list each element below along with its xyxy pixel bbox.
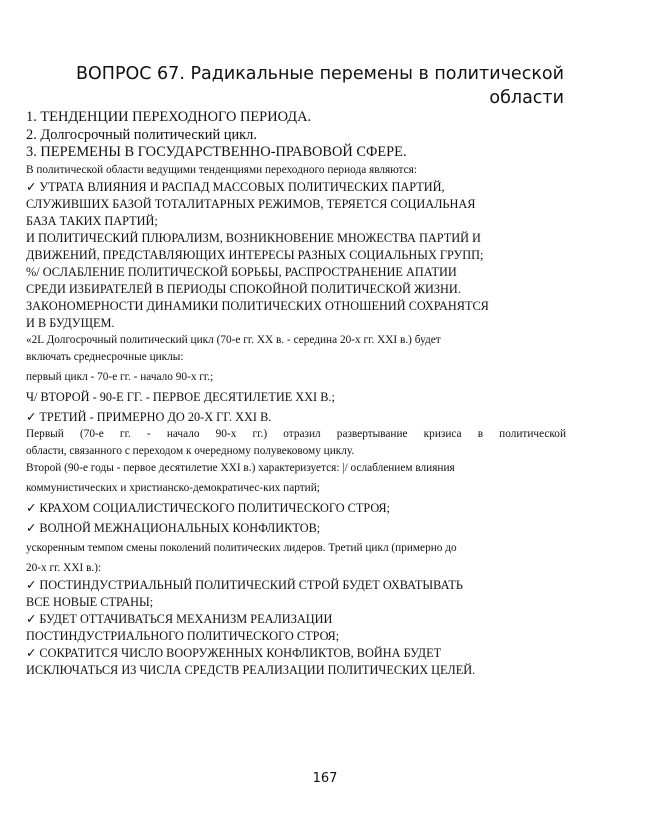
text-line: И В БУДУЩЕМ.	[26, 315, 115, 330]
text-line: первый цикл - 70-е гг. - начало 90-х гг.;	[26, 370, 214, 383]
page-title	[76, 62, 564, 110]
text-line: ✓ БУДЕТ ОТТАЧИВАТЬСЯ МЕХАНИЗМ РЕАЛИЗАЦИИ	[26, 611, 333, 626]
text-line: ✓ ТРЕТИЙ - ПРИМЕРНО ДО 20-Х ГГ. XXI В.	[26, 409, 272, 424]
text-line: Второй (90-е годы - первое десятилетие XXI в.) характеризуется: |/ ослаблением влияния	[26, 461, 455, 474]
text-line: СРЕДИ ИЗБИРАТЕЛЕЙ В ПЕРИОДЫ СПОКОЙНОЙ ПОЛИТИЧЕСКОЙ ЖИЗНИ.	[26, 281, 461, 296]
title-line-2: области	[489, 88, 564, 108]
text-line: ПОСТИНДУСТРИАЛЬНОГО ПОЛИТИЧЕСКОГО СТРОЯ;	[26, 628, 340, 643]
text-line: ✓ СОКРАТИТСЯ ЧИСЛО ВООРУЖЕННЫХ КОНФЛИКТОВ, ВОЙНА БУДЕТ	[26, 645, 442, 660]
text-line: ✓ ПОСТИНДУСТРИАЛЬНЫЙ ПОЛИТИЧЕСКИЙ СТРОЙ БУДЕТ ОХВАТЫВАТЬ	[26, 577, 463, 592]
text-line: ускоренным темпом смены поколений политических лидеров. Третий цикл (примерно до	[26, 541, 457, 554]
text-line: ЗАКОНОМЕРНОСТИ ДИНАМИКИ ПОЛИТИЧЕСКИХ ОТНОШЕНИЙ СОХРАНЯТСЯ	[26, 298, 489, 313]
text-line: ✓ КРАХОМ СОЦИАЛИСТИЧЕСКОГО ПОЛИТИЧЕСКОГО СТРОЯ;	[26, 500, 390, 515]
page-number: 167	[312, 771, 338, 786]
text-line: И ПОЛИТИЧЕСКИЙ ПЛЮРАЛИЗМ, ВОЗНИКНОВЕНИЕ МНОЖЕСТВА ПАРТИЙ И	[26, 230, 481, 245]
title-line-1: ВОПРОС 67. Радикальные перемены в политической	[76, 64, 564, 84]
text-line: Ч/ ВТОРОЙ - 90-Е ГГ. - ПЕРВОЕ ДЕСЯТИЛЕТИЕ XXI В.;	[26, 389, 335, 404]
text-line: включать среднесрочные циклы:	[26, 350, 184, 363]
text-line: «2L Долгосрочный политический цикл (70-е гг. XX в. - середина 20-х гг. XXI в.) будет	[26, 333, 441, 346]
text-line: %/ ОСЛАБЛЕНИЕ ПОЛИТИЧЕСКОЙ БОРЬБЫ, РАСПРОСТРАНЕНИЕ АПАТИИ	[26, 264, 457, 279]
text-line: коммунистических и христианско-демократичес-ких партий;	[26, 481, 320, 494]
text-line: ВСЕ НОВЫЕ СТРАНЫ;	[26, 594, 154, 609]
document-body	[26, 109, 566, 679]
text-line: БАЗА ТАКИХ ПАРТИЙ;	[26, 213, 158, 228]
heading-2: 2. Долгосрочный политический цикл.	[26, 126, 257, 143]
text-line: СЛУЖИВШИХ БАЗОЙ ТОТАЛИТАРНЫХ РЕЖИМОВ, ТЕРЯЕТСЯ СОЦИАЛЬНАЯ	[26, 196, 476, 211]
heading-1: 1. ТЕНДЕНЦИИ ПЕРЕХОДНОГО ПЕРИОДА.	[26, 109, 312, 125]
heading-3: 3. ПЕРЕМЕНЫ В ГОСУДАРСТВЕННО-ПРАВОВОЙ СФЕРЕ.	[26, 144, 407, 160]
text-line: ✓ ВОЛНОЙ МЕЖНАЦИОНАЛЬНЫХ КОНФЛИКТОВ;	[26, 520, 321, 535]
text-line: Первый (70-е гг. - начало 90-х гг.) отразил развертывание кризиса в политической	[26, 427, 566, 440]
text-line: 20-х гг. XXI в.):	[26, 561, 102, 574]
intro-line: В политической области ведущими тенденциями переходного периода являются:	[26, 163, 417, 176]
text-line: ✓ УТРАТА ВЛИЯНИЯ И РАСПАД МАССОВЫХ ПОЛИТИЧЕСКИХ ПАРТИЙ,	[26, 179, 445, 194]
text-line: области, связанного с переходом к очередному полувековому циклу.	[26, 444, 355, 457]
text-line: ИСКЛЮЧАТЬСЯ ИЗ ЧИСЛА СРЕДСТВ РЕАЛИЗАЦИИ ПОЛИТИЧЕСКИХ ЦЕЛЕЙ.	[26, 662, 476, 677]
text-line: ДВИЖЕНИЙ, ПРЕДСТАВЛЯЮЩИХ ИНТЕРЕСЫ РАЗНЫХ СОЦИАЛЬНЫХ ГРУПП;	[26, 247, 484, 262]
